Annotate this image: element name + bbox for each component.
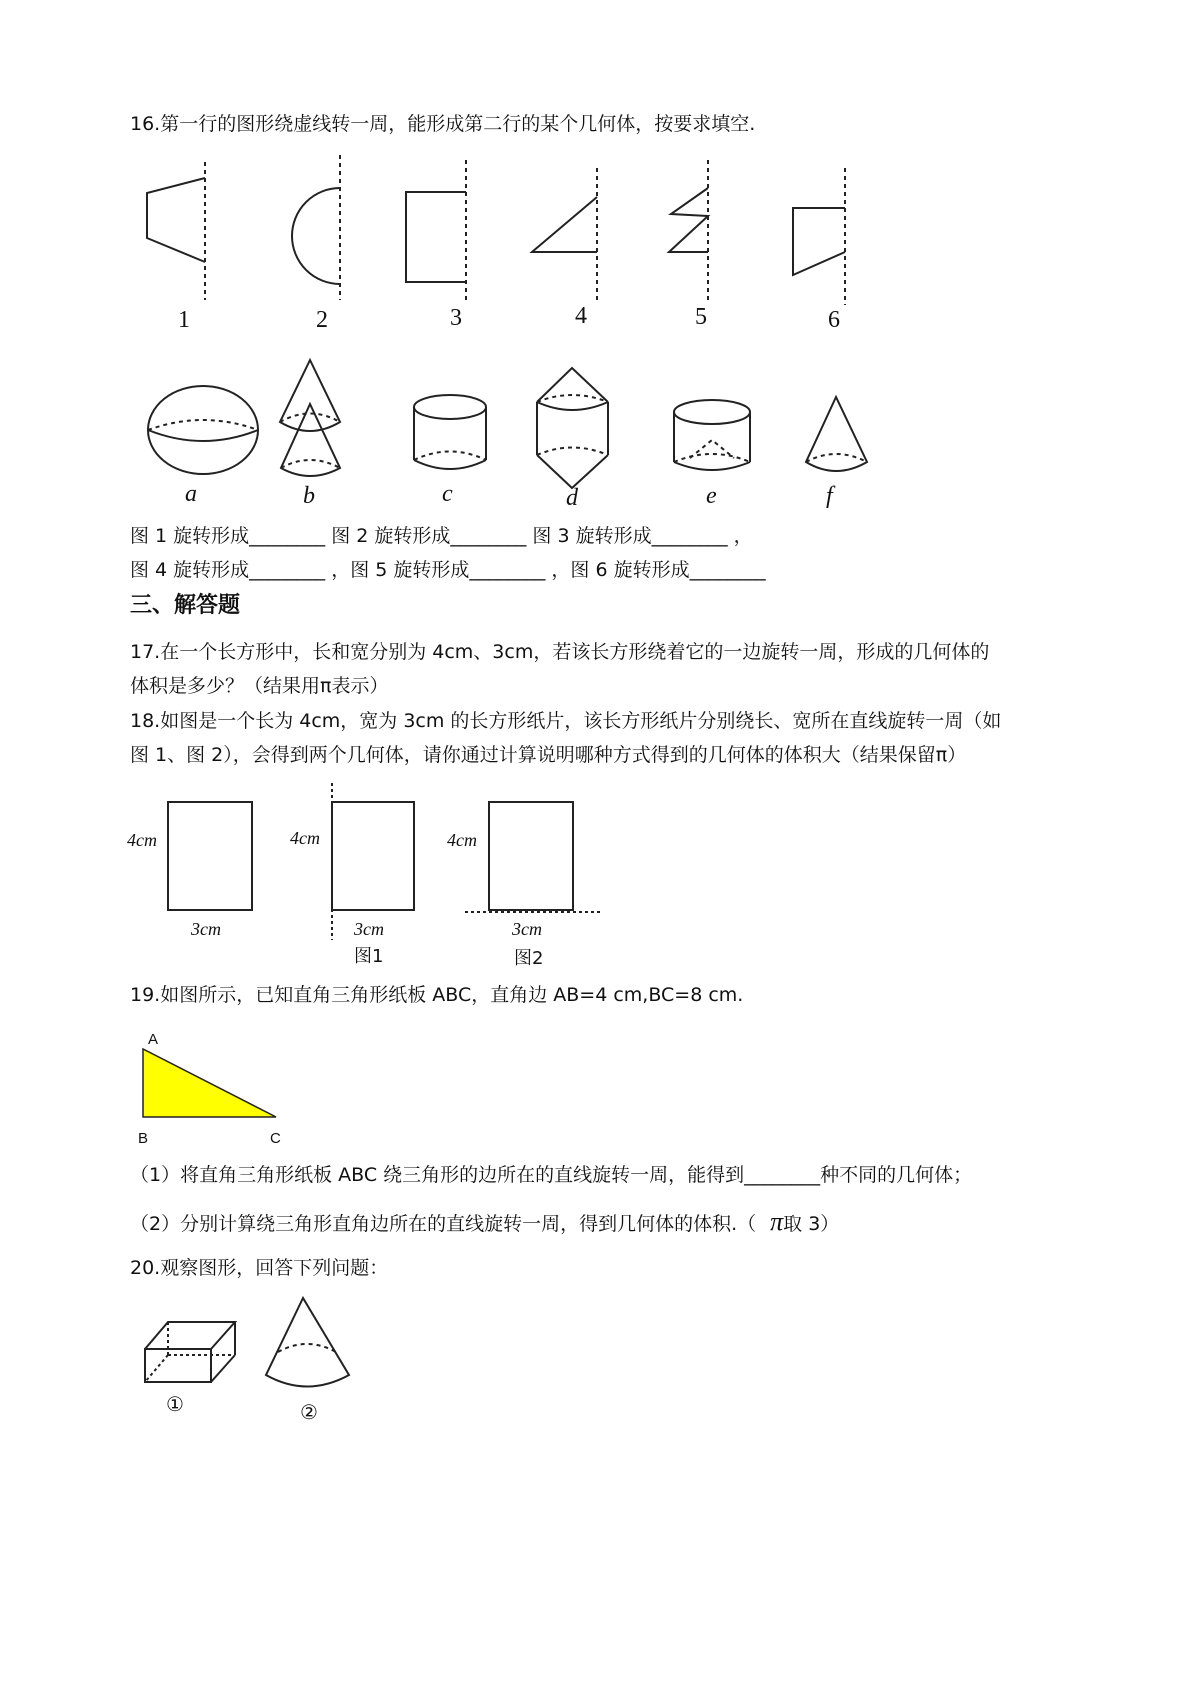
- solid-label-b: b: [303, 483, 315, 509]
- q19-part-1: （1）将直角三角形纸板 ABC 绕三角形的边所在的直线旋转一周，能得到________种不同的几何体；: [130, 1164, 973, 1186]
- q20-cuboid: [145, 1322, 235, 1382]
- q16-fill-line-1: 图 1 旋转形成________ 图 2 旋转形成________ 图 3 旋转形成________ ，: [130, 525, 753, 547]
- shape-3-rectangle: [406, 160, 466, 300]
- shape-4-triangle: [532, 168, 597, 300]
- pi-symbol: π: [770, 1207, 784, 1236]
- section-3-title: 三、解答题: [130, 593, 241, 618]
- q20-text: 20.观察图形，回答下列问题：: [130, 1257, 389, 1279]
- q18-length-label-fig2: 4cm: [447, 830, 477, 850]
- q19-triangle: [143, 1049, 276, 1117]
- q20-label-2: ②: [300, 1400, 318, 1424]
- solid-d-cylinder-with-cones: [537, 368, 608, 488]
- shape-label-3: 3: [450, 305, 462, 331]
- q18-rect-fig2: [465, 802, 603, 912]
- q19-vertex-c: C: [270, 1130, 281, 1147]
- shape-2-semicircle: [292, 155, 340, 300]
- q20-cone-sector: [266, 1298, 349, 1387]
- solid-b-double-cone: [280, 360, 340, 476]
- shape-label-5: 5: [695, 304, 707, 330]
- q18-fig2-caption: 图2: [514, 948, 544, 969]
- solid-f-cone: [806, 397, 867, 471]
- shape-5-zigzag: [669, 160, 708, 300]
- q19-part-2-a: （2）分别计算绕三角形直角边所在的直线旋转一周，得到几何体的体积.（: [130, 1213, 757, 1235]
- q16-text: 16.第一行的图形绕虚线转一周，能形成第二行的某个几何体，按要求填空.: [130, 113, 756, 135]
- solid-label-c: c: [442, 481, 453, 507]
- q18-length-label-original: 4cm: [127, 830, 157, 850]
- solid-label-f: f: [826, 483, 833, 509]
- shape-6-right-trapezoid: [793, 168, 845, 305]
- shape-label-6: 6: [828, 307, 840, 333]
- q18-width-label-fig2: 3cm: [512, 919, 542, 939]
- solid-label-a: a: [185, 481, 197, 507]
- q18-length-label-fig1: 4cm: [290, 828, 320, 848]
- q20-label-1: ①: [166, 1392, 184, 1416]
- q19-vertex-b: B: [138, 1130, 149, 1147]
- solid-e-hollow-cylinder: [674, 400, 750, 470]
- q18-rect-original: [168, 802, 252, 910]
- q18-width-label-fig1: 3cm: [354, 919, 384, 939]
- q18-line-1: 18.如图是一个长为 4cm，宽为 3cm 的长方形纸片，该长方形纸片分别绕长、宽所在直线旋转一周（如: [130, 710, 1002, 732]
- shape-label-2: 2: [316, 307, 328, 333]
- q17-line-1: 17.在一个长方形中，长和宽分别为 4cm、3cm，若该长方形绕着它的一边旋转一周，形成的几何体的: [130, 641, 990, 663]
- solid-label-e: e: [706, 483, 717, 509]
- q16-fill-line-2: 图 4 旋转形成________ ，图 5 旋转形成________ ，图 6 旋转形成________: [130, 559, 766, 581]
- q19-part-2: [130, 1207, 840, 1236]
- q17-line-2: 体积是多少？（结果用π表示）: [130, 675, 389, 697]
- solid-label-d: d: [566, 485, 578, 511]
- q18-fig1-caption: 图1: [354, 946, 384, 967]
- q19-part-2-b: 取 3）: [783, 1213, 840, 1235]
- shape-label-1: 1: [178, 307, 190, 333]
- q19-vertex-a: A: [148, 1031, 159, 1048]
- shape-1-trapezoid: [147, 162, 205, 300]
- q19-text: 19.如图所示，已知直角三角形纸板 ABC，直角边 AB=4 cm,BC=8 cm.: [130, 984, 744, 1006]
- q18-width-label-original: 3cm: [191, 919, 221, 939]
- shape-label-4: 4: [575, 303, 587, 329]
- solid-a-sphere: [148, 386, 258, 474]
- solid-c-cylinder: [414, 395, 486, 469]
- q18-line-2: 图 1、图 2），会得到两个几何体，请你通过计算说明哪种方式得到的几何体的体积大（结果保留π）: [130, 744, 967, 766]
